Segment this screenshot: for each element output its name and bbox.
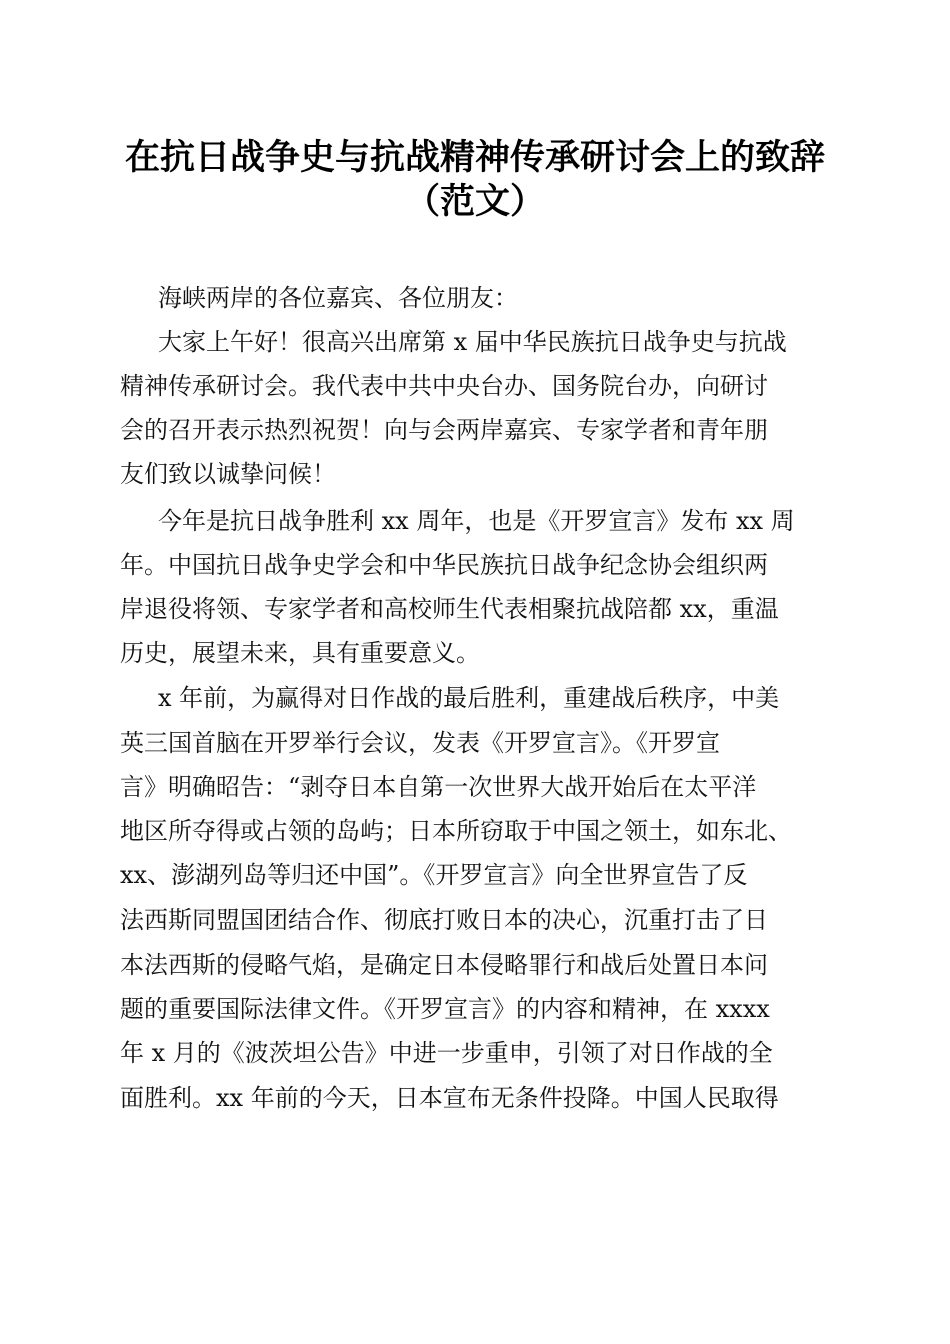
body-line: 年 x 月的《波茨坦公告》中进一步重申，引领了对日作战的全 [120,1039,773,1067]
document-subtitle: （范文） [404,181,545,222]
salutation-line: 海峡两岸的各位嘉宾、各位朋友： [158,284,518,312]
document-title: 在抗日战争史与抗战精神传承研讨会上的致辞 [124,137,825,178]
body-line: 会的召开表示热烈祝贺！向与会两岸嘉宾、专家学者和青年朋 [120,416,768,444]
body-line: 面胜利。xx 年前的今天，日本宣布无条件投降。中国人民取得 [120,1084,779,1112]
body-line: 精神传承研讨会。我代表中共中央台办、国务院台办，向研讨 [120,372,768,400]
body-line: 题的重要国际法律文件。《开罗宣言》的内容和精神，在 xxxx [120,995,770,1023]
body-line: 岸退役将领、专家学者和高校师生代表相聚抗战陪都 xx，重温 [120,595,779,623]
body-line: 大家上午好！很高兴出席第 x 届中华民族抗日战争史与抗战 [158,328,787,356]
body-line: 法西斯同盟国团结合作、彻底打败日本的决心，沉重打击了日 [120,906,768,934]
body-line: 历史，展望未来，具有重要意义。 [120,639,480,667]
body-line: xx、澎湖列岛等归还中国”。《开罗宣言》向全世界宣告了反 [120,861,748,889]
body-line: 友们致以诚挚问候！ [120,460,336,488]
body-line: 地区所夺得或占领的岛屿；日本所窃取于中国之领土，如东北、 [120,817,792,845]
body-line: 英三国首脑在开罗举行会议，发表《开罗宣言》。《开罗宣 [120,729,720,757]
body-line: x 年前，为赢得对日作战的最后胜利，重建战后秩序，中美 [158,684,780,712]
body-line: 本法西斯的侵略气焰，是确定日本侵略罪行和战后处置日本问 [120,951,768,979]
body-line: 今年是抗日战争胜利 xx 周年，也是《开罗宣言》发布 xx 周 [158,507,795,535]
body-line: 言》明确昭告：“剥夺日本自第一次世界大战开始后在太平洋 [120,773,757,801]
body-line: 年。中国抗日战争史学会和中华民族抗日战争纪念协会组织两 [120,551,768,579]
